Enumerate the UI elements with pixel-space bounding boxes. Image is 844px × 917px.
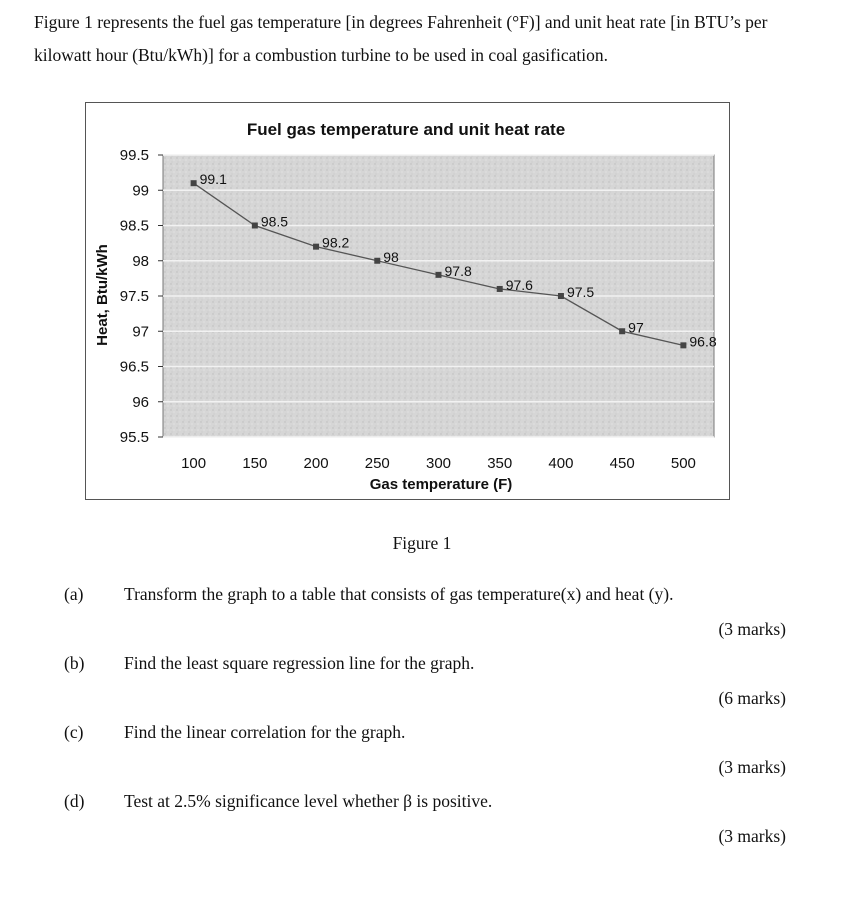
intro-paragraph: Figure 1 represents the fuel gas temperature [in degrees Fahrenheit (°F)] and unit heat rate [in BTU’s per kilowatt hour (Btu/kWh)] for a combustion turbine to be used in coal gasification. bbox=[34, 12, 768, 65]
figure-caption: Figure 1 bbox=[392, 533, 452, 553]
x-tick-label: 150 bbox=[242, 455, 268, 472]
data-point bbox=[191, 180, 197, 186]
x-tick-label: 400 bbox=[548, 455, 574, 472]
question-text: Find the linear correlation for the graph. bbox=[124, 722, 406, 742]
question-text: Test at 2.5% significance level whether β is positive. bbox=[124, 791, 493, 811]
data-point bbox=[436, 272, 442, 278]
y-tick-label: 98 bbox=[132, 252, 149, 270]
data-label: 97.5 bbox=[566, 284, 595, 300]
question-label: (c) bbox=[64, 722, 84, 742]
y-tick-label: 99.5 bbox=[119, 147, 149, 164]
question-text: Find the least square regression line for the graph. bbox=[124, 653, 475, 673]
y-axis-label: Heat, Btu/kWh bbox=[94, 244, 111, 346]
data-point bbox=[252, 223, 258, 229]
data-label: 97 bbox=[628, 319, 644, 336]
question-label: (d) bbox=[64, 791, 85, 811]
data-label: 98.2 bbox=[322, 234, 350, 251]
y-tick-label: 96.5 bbox=[119, 358, 149, 376]
marks-c: (3 marks) bbox=[718, 757, 786, 777]
data-label: 96.8 bbox=[689, 333, 717, 350]
question-text: Transform the graph to a table that consists of gas temperature(x) and heat (y). bbox=[124, 584, 674, 604]
x-tick-label: 200 bbox=[303, 455, 329, 472]
data-point bbox=[680, 342, 686, 348]
question-label: (b) bbox=[64, 653, 85, 673]
y-tick-label: 97 bbox=[132, 323, 149, 341]
marks-b: (6 marks) bbox=[718, 688, 786, 708]
chart-svg bbox=[86, 103, 729, 499]
data-point bbox=[619, 328, 625, 334]
data-point bbox=[558, 293, 564, 299]
x-tick-label: 500 bbox=[670, 455, 696, 472]
data-label: 97.8 bbox=[444, 262, 472, 279]
marks-d: (3 marks) bbox=[718, 826, 786, 846]
y-tick-label: 99 bbox=[132, 182, 149, 200]
data-label: 99.1 bbox=[199, 171, 227, 188]
x-tick-label: 350 bbox=[487, 455, 513, 472]
data-point bbox=[497, 286, 503, 292]
x-tick-label: 100 bbox=[181, 455, 207, 472]
chart-figure bbox=[85, 102, 730, 500]
data-label: 97.6 bbox=[505, 276, 533, 293]
question-label: (a) bbox=[64, 584, 84, 604]
data-label: 98.5 bbox=[260, 213, 289, 230]
y-tick-label: 97.5 bbox=[119, 288, 149, 305]
data-point bbox=[313, 244, 319, 250]
x-tick-label: 450 bbox=[609, 455, 635, 472]
y-tick-label: 95.5 bbox=[119, 429, 149, 446]
x-tick-label: 250 bbox=[364, 455, 390, 472]
data-point bbox=[374, 258, 380, 264]
chart-title: Fuel gas temperature and unit heat rate bbox=[246, 120, 566, 139]
marks-a: (3 marks) bbox=[718, 619, 786, 639]
y-tick-label: 96 bbox=[132, 393, 149, 411]
data-label: 98 bbox=[383, 248, 399, 265]
x-axis-label: Gas temperature (F) bbox=[369, 476, 513, 493]
y-tick-label: 98.5 bbox=[119, 217, 149, 235]
x-tick-label: 300 bbox=[425, 455, 452, 472]
